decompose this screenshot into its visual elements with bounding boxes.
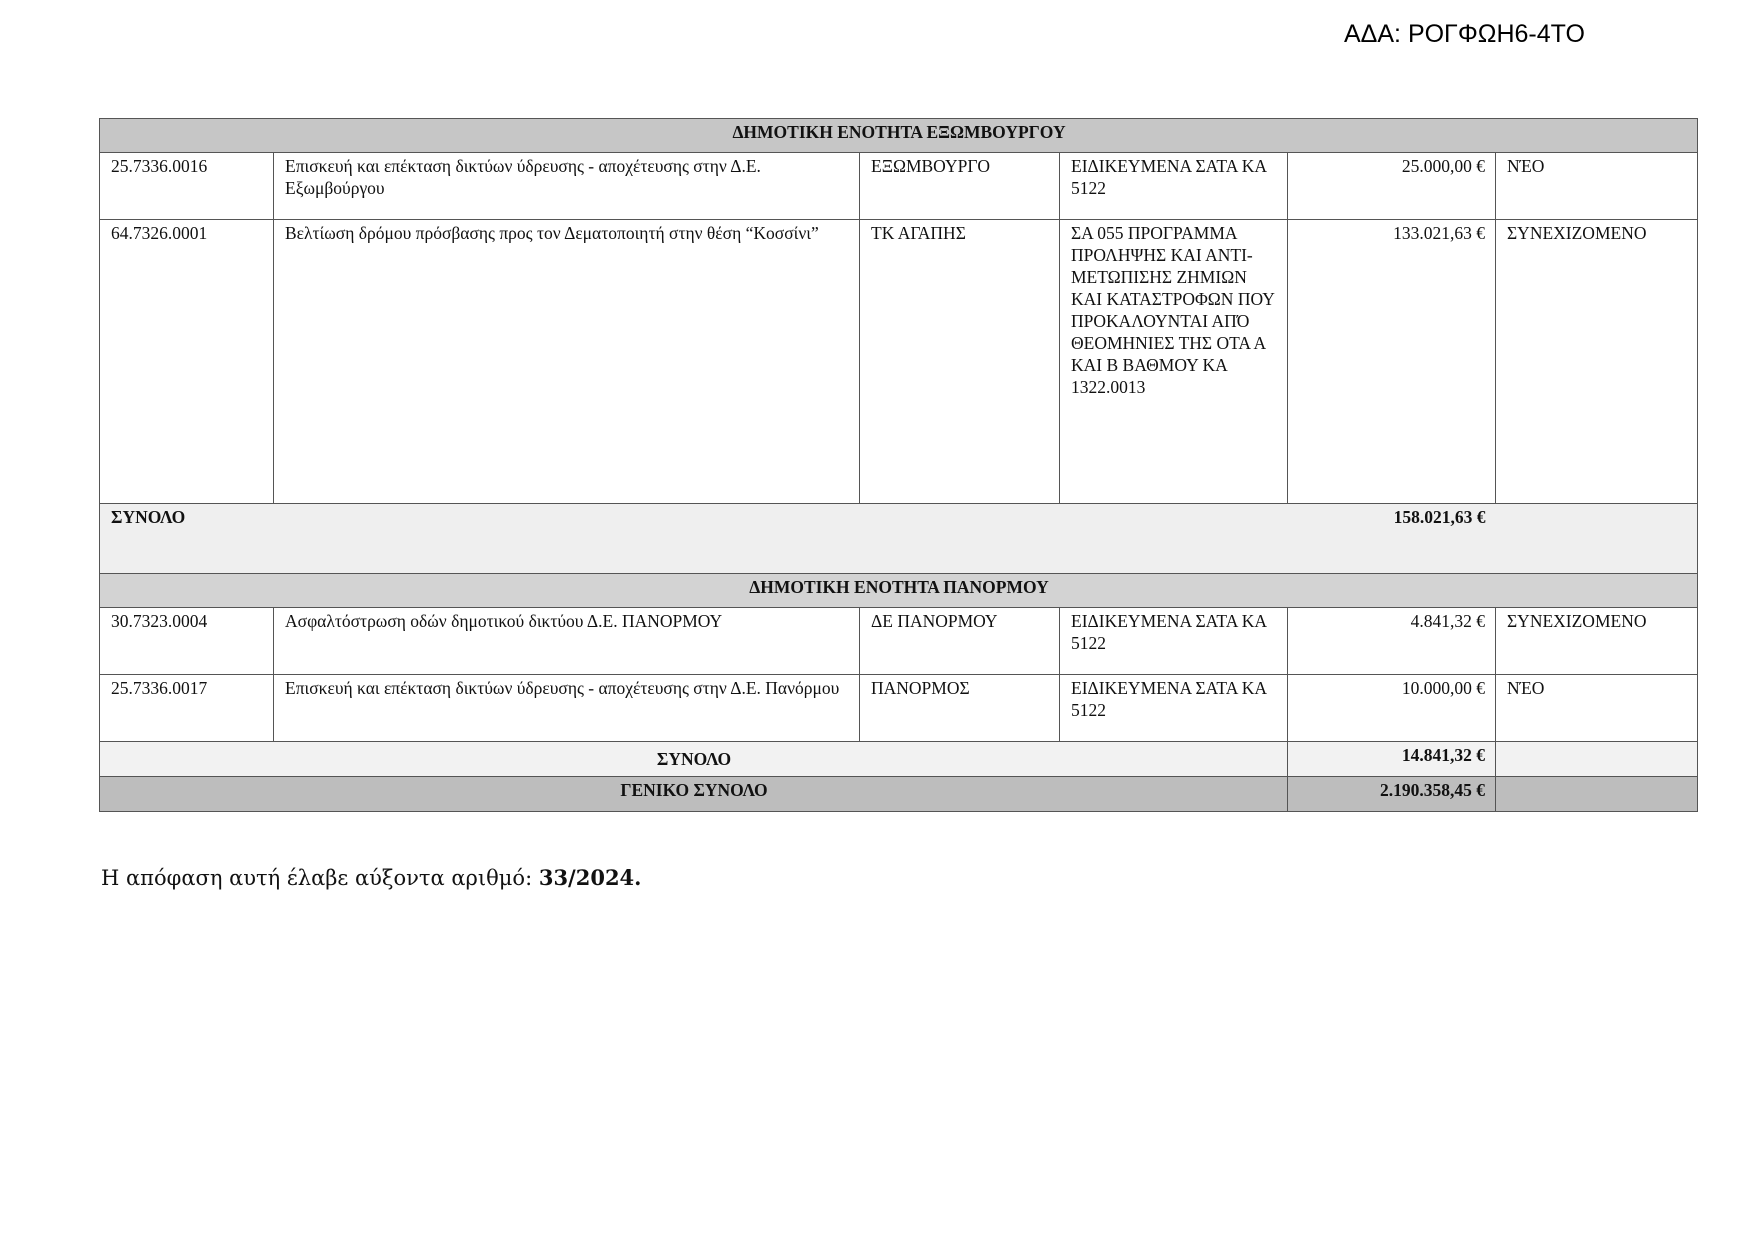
- table-row: [100, 220, 1698, 504]
- empty-cell: [1496, 504, 1698, 574]
- project-location: ΔΕ ΠΑΝΟΡΜΟΥ: [860, 608, 1060, 675]
- section-total-label: ΣΥΝΟΛΟ: [100, 504, 1288, 574]
- ada-code: ΑΔΑ: ΡΟΓΦΩΗ6-4ΤΟ: [1344, 20, 1585, 48]
- project-amount: 133.021,63 €: [1288, 220, 1496, 504]
- decision-statement: [101, 865, 641, 890]
- project-code: 30.7323.0004: [100, 608, 274, 675]
- project-code: 25.7336.0016: [100, 153, 274, 220]
- project-amount: 25.000,00 €: [1288, 153, 1496, 220]
- section-title: ΔΗΜΟΤΙΚΗ ΕΝΟΤΗΤΑ ΕΞΩΜΒΟΥΡΓΟΥ: [100, 119, 1698, 153]
- project-amount: 10.000,00 €: [1288, 675, 1496, 742]
- section-header: [100, 574, 1698, 608]
- empty-cell: [1496, 742, 1698, 777]
- section-total-amount: 158.021,63 €: [1288, 504, 1496, 574]
- project-code: 64.7326.0001: [100, 220, 274, 504]
- section-total-amount: 14.841,32 €: [1288, 742, 1496, 777]
- empty-cell: [1496, 777, 1698, 812]
- project-funding: ΕΙΔΙΚΕΥΜΕΝΑ ΣΑΤΑ ΚΑ 5122: [1060, 153, 1288, 220]
- project-description: Βελτίωση δρόμου πρόσβασης προς τον Δεματοποιητή στην θέση “Κοσσίνι”: [274, 220, 860, 504]
- project-funding: ΣΑ 055 ΠΡΟΓΡΑΜΜΑ ΠΡΟΛΗΨΗΣ ΚΑΙ ΑΝΤΙ-ΜΕΤΩΠΙΣΗΣ ΖΗΜΙΩΝ ΚΑΙ ΚΑΤΑΣΤΡΟΦΩΝ ΠΟΥ ΠΡΟΚΑΛΟΥΝΤΑΙ ΑΠΌ ΘΕΟΜΗΝΙΕΣ ΤΗΣ ΟΤΑ Α ΚΑΙ Β ΒΑΘΜΟΥ ΚΑ 1322.0013: [1060, 220, 1288, 504]
- project-location: ΕΞΩΜΒΟΥΡΓΟ: [860, 153, 1060, 220]
- project-status: ΝΈΟ: [1496, 675, 1698, 742]
- table-row: [100, 675, 1698, 742]
- project-location: ΤΚ ΑΓΑΠΗΣ: [860, 220, 1060, 504]
- project-description: Επισκευή και επέκταση δικτύων ύδρευσης - αποχέτευσης στην Δ.Ε. Πανόρμου: [274, 675, 860, 742]
- project-funding: ΕΙΔΙΚΕΥΜΕΝΑ ΣΑΤΑ ΚΑ 5122: [1060, 675, 1288, 742]
- project-code: 25.7336.0017: [100, 675, 274, 742]
- decision-text: Η απόφαση αυτή έλαβε αύξοντα αριθμό:: [101, 866, 539, 890]
- project-status: ΝΈΟ: [1496, 153, 1698, 220]
- decision-number: 33/2024.: [538, 865, 642, 890]
- grand-total-row: [100, 777, 1698, 812]
- section-header: [100, 119, 1698, 153]
- project-status: ΣΥΝΕΧΙΖΟΜΕΝΟ: [1496, 608, 1698, 675]
- section-total-row: [100, 742, 1698, 777]
- budget-table: [99, 118, 1698, 812]
- project-location: ΠΑΝΟΡΜΟΣ: [860, 675, 1060, 742]
- section-total-label: ΣΥΝΟΛΟ: [100, 742, 1288, 777]
- grand-total-amount: 2.190.358,45 €: [1288, 777, 1496, 812]
- table-row: [100, 608, 1698, 675]
- section-total-row: [100, 504, 1698, 574]
- section-title: ΔΗΜΟΤΙΚΗ ΕΝΟΤΗΤΑ ΠΑΝΟΡΜΟΥ: [100, 574, 1698, 608]
- project-funding: ΕΙΔΙΚΕΥΜΕΝΑ ΣΑΤΑ ΚΑ 5122: [1060, 608, 1288, 675]
- table-row: [100, 153, 1698, 220]
- project-description: Ασφαλτόστρωση οδών δημοτικού δικτύου Δ.Ε. ΠΑΝΟΡΜΟΥ: [274, 608, 860, 675]
- project-amount: 4.841,32 €: [1288, 608, 1496, 675]
- grand-total-label: ΓΕΝΙΚΟ ΣΥΝΟΛΟ: [100, 777, 1288, 812]
- project-status: ΣΥΝΕΧΙΖΟΜΕΝΟ: [1496, 220, 1698, 504]
- project-description: Επισκευή και επέκταση δικτύων ύδρευσης - αποχέτευσης στην Δ.Ε. Εξωμβούργου: [274, 153, 860, 220]
